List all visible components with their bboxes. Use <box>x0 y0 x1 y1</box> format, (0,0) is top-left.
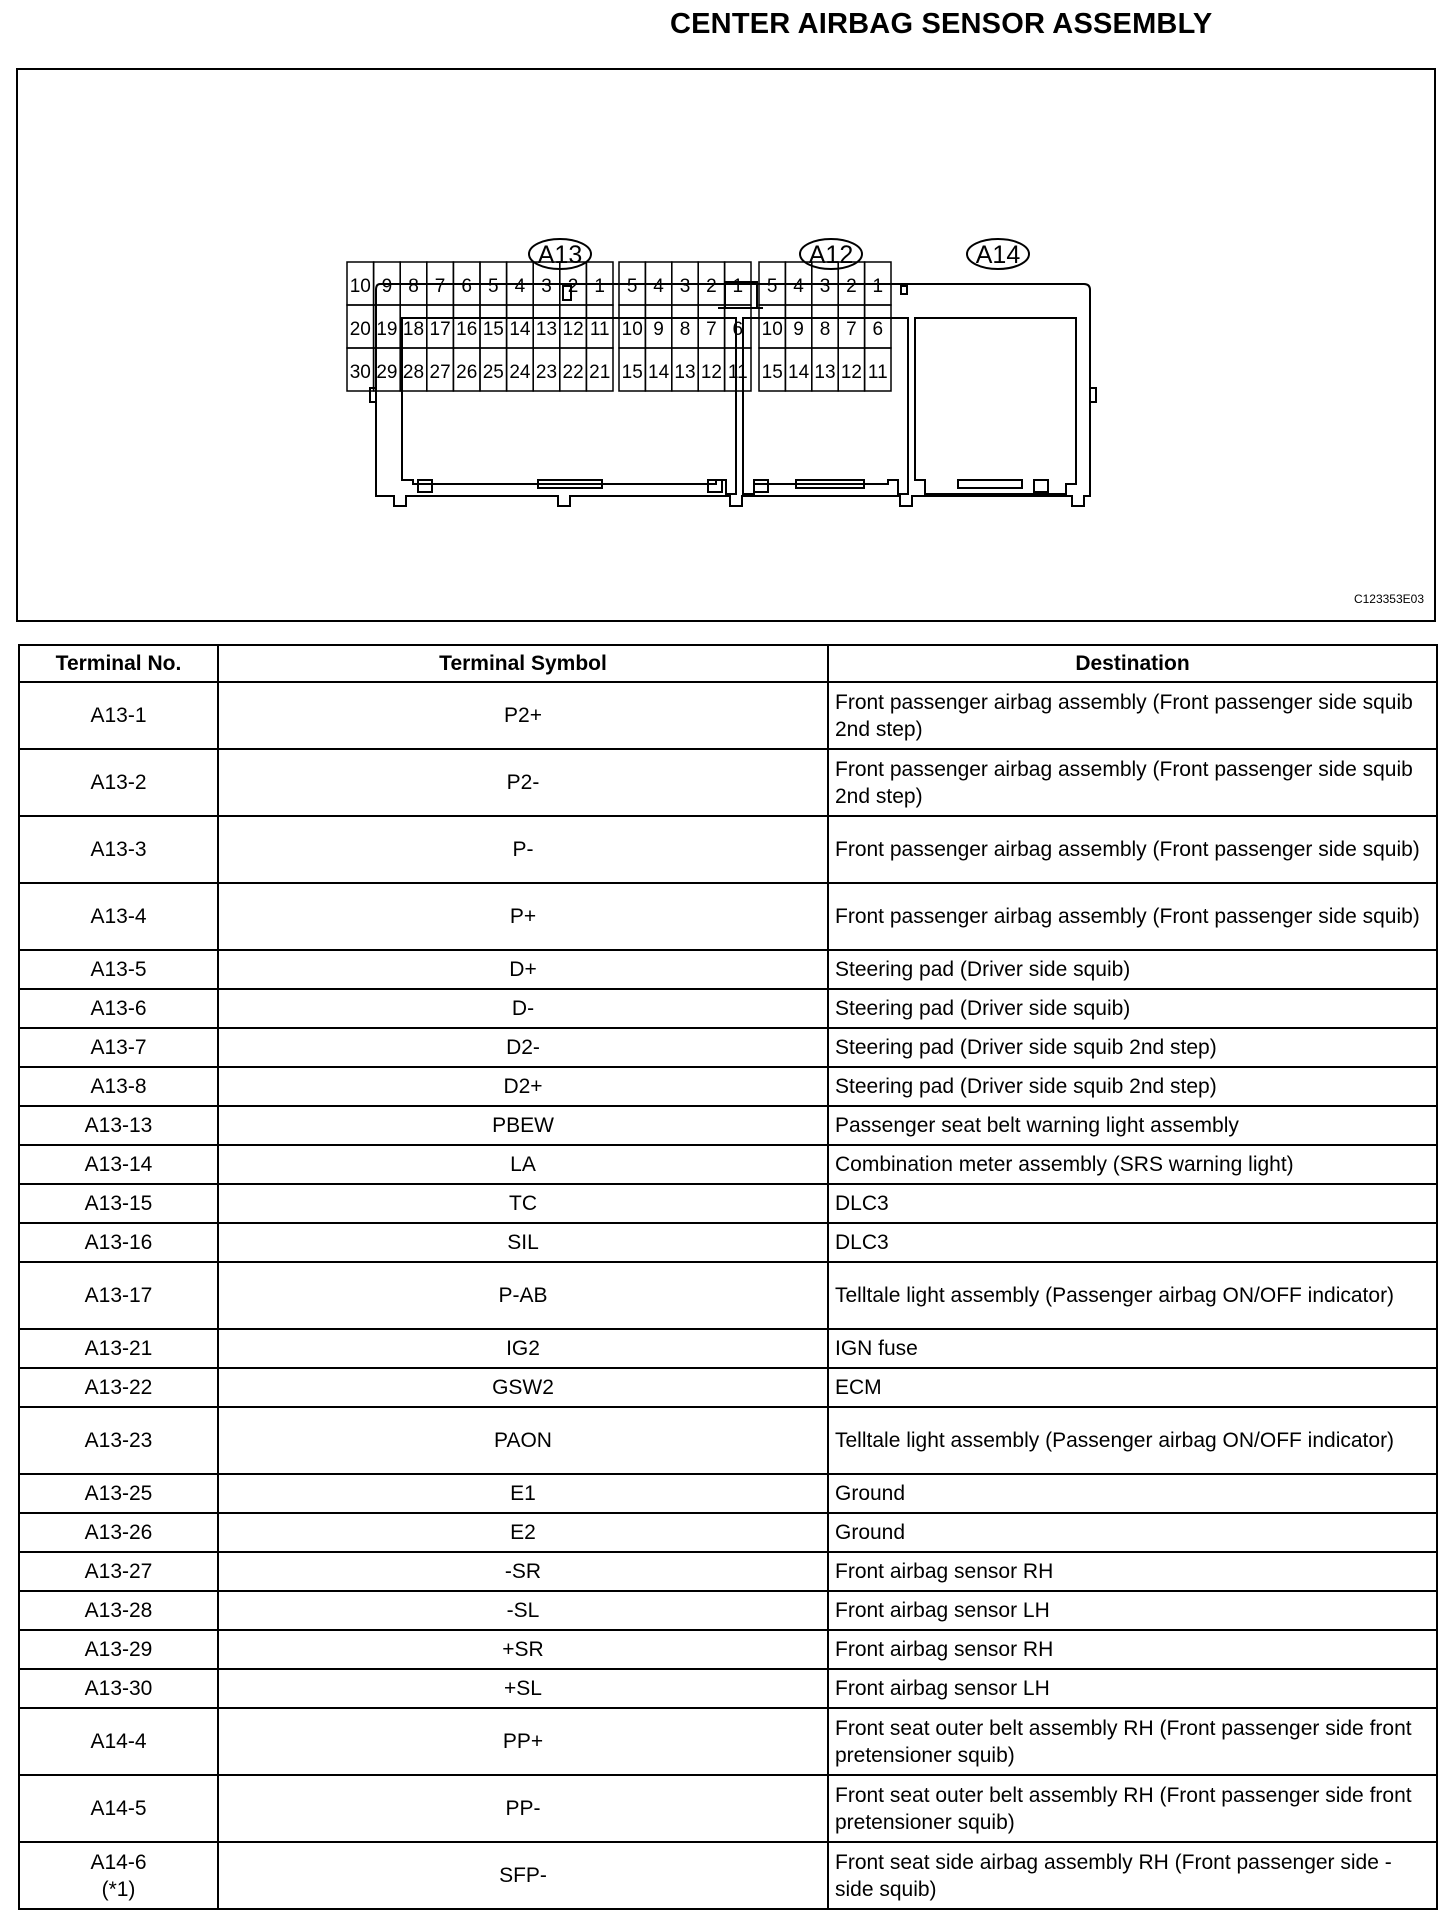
terminal-no: A13-14 <box>84 1153 153 1176</box>
connector-a13-pin-number: 14 <box>509 319 531 340</box>
table-row <box>19 1513 1437 1552</box>
table-row <box>19 816 1437 883</box>
terminal-no: A13-4 <box>90 905 147 928</box>
connector-a12-pin-number: 10 <box>621 319 643 340</box>
connector-a14-pin-number: 1 <box>872 276 884 297</box>
terminal-no: A13-5 <box>90 958 147 981</box>
connector-a13-pin-number: 12 <box>562 319 584 340</box>
connector-a14-pin-number: 10 <box>761 319 783 340</box>
terminal-no-cell <box>19 1184 218 1223</box>
connector-a12-pin-number: 14 <box>648 362 670 383</box>
table-row <box>19 1223 1437 1262</box>
terminal-no: A13-25 <box>84 1482 153 1505</box>
connector-a13-pin-number: 11 <box>589 319 610 340</box>
table-row <box>19 1552 1437 1591</box>
terminal-no-cell <box>19 950 218 989</box>
terminal-no-cell <box>19 1775 218 1842</box>
table-row <box>19 1184 1437 1223</box>
connector-a12-pin-number: 11 <box>727 362 748 383</box>
terminal-no: A13-30 <box>84 1677 153 1700</box>
connector-a13-pin-number: 23 <box>535 362 558 383</box>
terminal-no-cell <box>19 989 218 1028</box>
connector-a13-pin-number: 20 <box>349 319 371 340</box>
terminal-symbol: SIL <box>218 1223 828 1262</box>
connector-a12-label: A12 <box>808 241 854 269</box>
terminal-destination: Front seat outer belt assembly RH (Front passenger side front pretensioner squib) <box>828 1708 1437 1775</box>
terminal-symbol: -SL <box>218 1591 828 1630</box>
terminal-no-cell <box>19 1145 218 1184</box>
terminal-no-cell <box>19 1368 218 1407</box>
connector-a13-pin-number: 13 <box>535 319 558 340</box>
terminal-no: A13-7 <box>90 1036 147 1059</box>
connector-a12-pin-number: 4 <box>653 276 664 297</box>
terminal-no: A14-6 <box>90 1850 147 1874</box>
terminal-destination: Telltale light assembly (Passenger airbag ON/OFF indicator) <box>828 1262 1437 1329</box>
terminal-symbol: P+ <box>218 883 828 950</box>
connector-a13-pin-number: 16 <box>456 319 478 340</box>
connector-a14-pin-number: 11 <box>867 362 888 383</box>
connector-a14-pin-number: 3 <box>819 276 831 297</box>
connector-a12-pin-number: 3 <box>679 276 691 297</box>
terminal-no: A13-21 <box>84 1337 153 1360</box>
table-row <box>19 1368 1437 1407</box>
terminal-note: (*1) <box>101 1877 136 1901</box>
terminal-destination: DLC3 <box>828 1184 1437 1223</box>
connector-a14-pin-number: 6 <box>872 319 884 340</box>
connector-a12-pin-number: 9 <box>653 319 664 340</box>
connector-a12-pin-number: 1 <box>732 276 744 297</box>
terminal-destination: Front seat outer belt assembly RH (Front passenger side front pretensioner squib) <box>828 1775 1437 1842</box>
terminal-destination: Front passenger airbag assembly (Front passenger side squib) <box>828 883 1437 950</box>
connector-a13-pin-number: 1 <box>594 276 605 297</box>
terminal-symbol: PP- <box>218 1775 828 1842</box>
terminal-no: A13-23 <box>84 1429 153 1452</box>
terminal-destination: DLC3 <box>828 1223 1437 1262</box>
connector-a14-pin-number: 14 <box>788 362 810 383</box>
terminal-no-cell <box>19 1591 218 1630</box>
terminal-symbol: PP+ <box>218 1708 828 1775</box>
connector-a12-pin-number: 6 <box>732 319 744 340</box>
terminal-symbol: D2+ <box>218 1067 828 1106</box>
terminal-symbol: P-AB <box>218 1262 828 1329</box>
table-row <box>19 1106 1437 1145</box>
terminal-no: A13-22 <box>84 1376 153 1399</box>
terminal-symbol: TC <box>218 1184 828 1223</box>
connector-a14-pin-number: 9 <box>793 319 804 340</box>
connector-a13-pin-number: 25 <box>482 362 504 383</box>
connector-a13-pin-number: 19 <box>376 319 398 340</box>
terminal-no: A13-13 <box>84 1114 153 1137</box>
table-header-row <box>19 645 1437 682</box>
connector-a12-pin-number: 15 <box>621 362 643 383</box>
terminal-destination: Front airbag sensor RH <box>828 1630 1437 1669</box>
terminal-symbol: P2- <box>218 749 828 816</box>
terminal-no: A13-6 <box>90 997 147 1020</box>
terminal-destination: Telltale light assembly (Passenger airbag ON/OFF indicator) <box>828 1407 1437 1474</box>
terminal-no-cell <box>19 682 218 749</box>
terminal-destination: Passenger seat belt warning light assembly <box>828 1106 1437 1145</box>
terminal-no-cell <box>19 1630 218 1669</box>
connector-a14-pin-number: 7 <box>846 319 857 340</box>
terminal-no: A13-3 <box>90 838 147 861</box>
terminal-destination: Front passenger airbag assembly (Front passenger side squib 2nd step) <box>828 749 1437 816</box>
connector-a13-pin-number: 3 <box>541 276 552 297</box>
terminal-destination: Steering pad (Driver side squib 2nd step) <box>828 1067 1437 1106</box>
connector-a13-pin-number: 10 <box>349 276 371 297</box>
terminal-destination: Steering pad (Driver side squib 2nd step) <box>828 1028 1437 1067</box>
figure-code: C123353E03 <box>1353 592 1424 606</box>
connector-a14-pin-number: 5 <box>766 276 778 297</box>
connector-a13-pin-number: 6 <box>461 276 472 297</box>
terminal-symbol: P2+ <box>218 682 828 749</box>
terminal-no-cell <box>19 1067 218 1106</box>
terminal-no-cell <box>19 816 218 883</box>
terminal-symbol: D+ <box>218 950 828 989</box>
terminal-destination: Front passenger airbag assembly (Front passenger side squib 2nd step) <box>828 682 1437 749</box>
connector-a13-pin-number: 2 <box>567 276 579 297</box>
terminal-symbol: E1 <box>218 1474 828 1513</box>
terminal-no-cell <box>19 1028 218 1067</box>
terminal-no: A14-5 <box>90 1797 147 1820</box>
terminal-destination: Combination meter assembly (SRS warning light) <box>828 1145 1437 1184</box>
terminal-symbol: E2 <box>218 1513 828 1552</box>
table-row <box>19 1669 1437 1708</box>
terminal-no-cell <box>19 1223 218 1262</box>
terminal-no: A13-26 <box>84 1521 153 1544</box>
table-row <box>19 1028 1437 1067</box>
connector-a13-pin-number: 21 <box>589 362 611 383</box>
terminal-destination: Front airbag sensor LH <box>828 1669 1437 1708</box>
table-row <box>19 1591 1437 1630</box>
terminal-symbol: IG2 <box>218 1329 828 1368</box>
table-row <box>19 1708 1437 1775</box>
terminal-destination: Front airbag sensor LH <box>828 1591 1437 1630</box>
terminal-no: A13-28 <box>84 1599 153 1622</box>
table-row <box>19 749 1437 816</box>
connector-a13-pin-number: 8 <box>408 276 419 297</box>
terminal-destination: Front passenger airbag assembly (Front passenger side squib) <box>828 816 1437 883</box>
terminal-symbol: SFP- <box>218 1842 828 1909</box>
terminal-no: A13-16 <box>84 1231 153 1254</box>
terminal-no-cell <box>19 1552 218 1591</box>
terminal-symbol: PAON <box>218 1407 828 1474</box>
connector-a12-pin-number: 5 <box>626 276 638 297</box>
terminal-no-cell <box>19 883 218 950</box>
table-row <box>19 883 1437 950</box>
connector-a13-pin-number: 30 <box>349 362 371 383</box>
connector-a13-pin-number: 17 <box>429 319 451 340</box>
terminal-no-cell <box>19 1842 218 1909</box>
terminal-no-cell <box>19 1329 218 1368</box>
terminal-symbol: -SR <box>218 1552 828 1591</box>
table-row <box>19 1407 1437 1474</box>
connector-a13-label: A13 <box>537 241 583 269</box>
connector-a13-pin-number: 22 <box>562 362 584 383</box>
terminal-symbol: D- <box>218 989 828 1028</box>
table-row <box>19 1842 1437 1909</box>
terminal-no-cell <box>19 1262 218 1329</box>
connector-a13-pin-number: 18 <box>402 319 425 340</box>
terminal-no: A13-1 <box>90 704 147 727</box>
terminal-symbol: LA <box>218 1145 828 1184</box>
terminal-no-cell <box>19 1513 218 1552</box>
terminal-no-cell <box>19 1708 218 1775</box>
header-terminal-symbol: Terminal Symbol <box>218 645 828 682</box>
connector-a12-pin-number: 13 <box>674 362 696 383</box>
table-row <box>19 1067 1437 1106</box>
table-row <box>19 1775 1437 1842</box>
terminal-no-cell <box>19 1407 218 1474</box>
connector-a14-label: A14 <box>975 241 1021 269</box>
terminal-table <box>18 644 1438 1910</box>
page-title: CENTER AIRBAG SENSOR ASSEMBLY <box>670 8 1213 40</box>
connector-a14-pin-number: 8 <box>819 319 831 340</box>
terminal-no: A13-17 <box>84 1284 153 1307</box>
header-terminal-no: Terminal No. <box>19 645 218 682</box>
terminal-no: A13-8 <box>90 1075 147 1098</box>
terminal-destination: IGN fuse <box>828 1329 1437 1368</box>
terminal-symbol: P- <box>218 816 828 883</box>
connector-a13-pin-number: 15 <box>482 319 504 340</box>
terminal-symbol: D2- <box>218 1028 828 1067</box>
terminal-destination: Steering pad (Driver side squib) <box>828 989 1437 1028</box>
connector-a14-pin-number: 13 <box>814 362 836 383</box>
terminal-symbol: +SR <box>218 1630 828 1669</box>
connector-a13-pin-number: 5 <box>488 276 499 297</box>
terminal-destination: Steering pad (Driver side squib) <box>828 950 1437 989</box>
table-row <box>19 950 1437 989</box>
connector-a14-pin-number: 15 <box>761 362 783 383</box>
connector-a12-pin-number: 7 <box>706 319 717 340</box>
terminal-no-cell <box>19 1474 218 1513</box>
table-row <box>19 1145 1437 1184</box>
connector-drawing <box>18 70 1434 620</box>
connector-a13-pin-number: 24 <box>509 362 531 383</box>
connector-a12-pin-number: 8 <box>679 319 691 340</box>
terminal-symbol: PBEW <box>218 1106 828 1145</box>
terminal-no: A14-4 <box>90 1730 147 1753</box>
terminal-no: A13-15 <box>84 1192 153 1215</box>
terminal-no-cell <box>19 749 218 816</box>
terminal-no: A13-29 <box>84 1638 153 1661</box>
terminal-destination: Front airbag sensor RH <box>828 1552 1437 1591</box>
table-row <box>19 1474 1437 1513</box>
terminal-no-cell <box>19 1106 218 1145</box>
terminal-destination: Front seat side airbag assembly RH (Front passenger side - side squib) <box>828 1842 1437 1909</box>
table-row <box>19 1630 1437 1669</box>
connector-a13-pin-number: 27 <box>429 362 451 383</box>
terminal-symbol: +SL <box>218 1669 828 1708</box>
terminal-no-cell <box>19 1669 218 1708</box>
connector-a13-pin-number: 29 <box>376 362 398 383</box>
header-destination: Destination <box>828 645 1437 682</box>
connector-a14-pin-number: 12 <box>840 362 862 383</box>
connector-a12-pin-number: 12 <box>700 362 722 383</box>
connector-a14-pin-number: 4 <box>793 276 804 297</box>
table-row <box>19 682 1437 749</box>
terminal-destination: Ground <box>828 1513 1437 1552</box>
connector-a13-pin-number: 28 <box>402 362 425 383</box>
connector-a14-pin-number: 2 <box>846 276 857 297</box>
terminal-no: A13-2 <box>90 771 147 794</box>
connector-a12-pin-number: 2 <box>706 276 717 297</box>
connector-a13-pin-number: 26 <box>456 362 478 383</box>
table-row <box>19 989 1437 1028</box>
terminal-symbol: GSW2 <box>218 1368 828 1407</box>
table-row <box>19 1262 1437 1329</box>
terminal-destination: ECM <box>828 1368 1437 1407</box>
connector-a13-pin-number: 9 <box>381 276 393 297</box>
terminal-no: A13-27 <box>84 1560 153 1583</box>
connector-diagram <box>16 68 1436 622</box>
connector-a13-pin-number: 4 <box>514 276 526 297</box>
table-row <box>19 1329 1437 1368</box>
connector-a13-pin-number: 7 <box>434 276 446 297</box>
terminal-destination: Ground <box>828 1474 1437 1513</box>
